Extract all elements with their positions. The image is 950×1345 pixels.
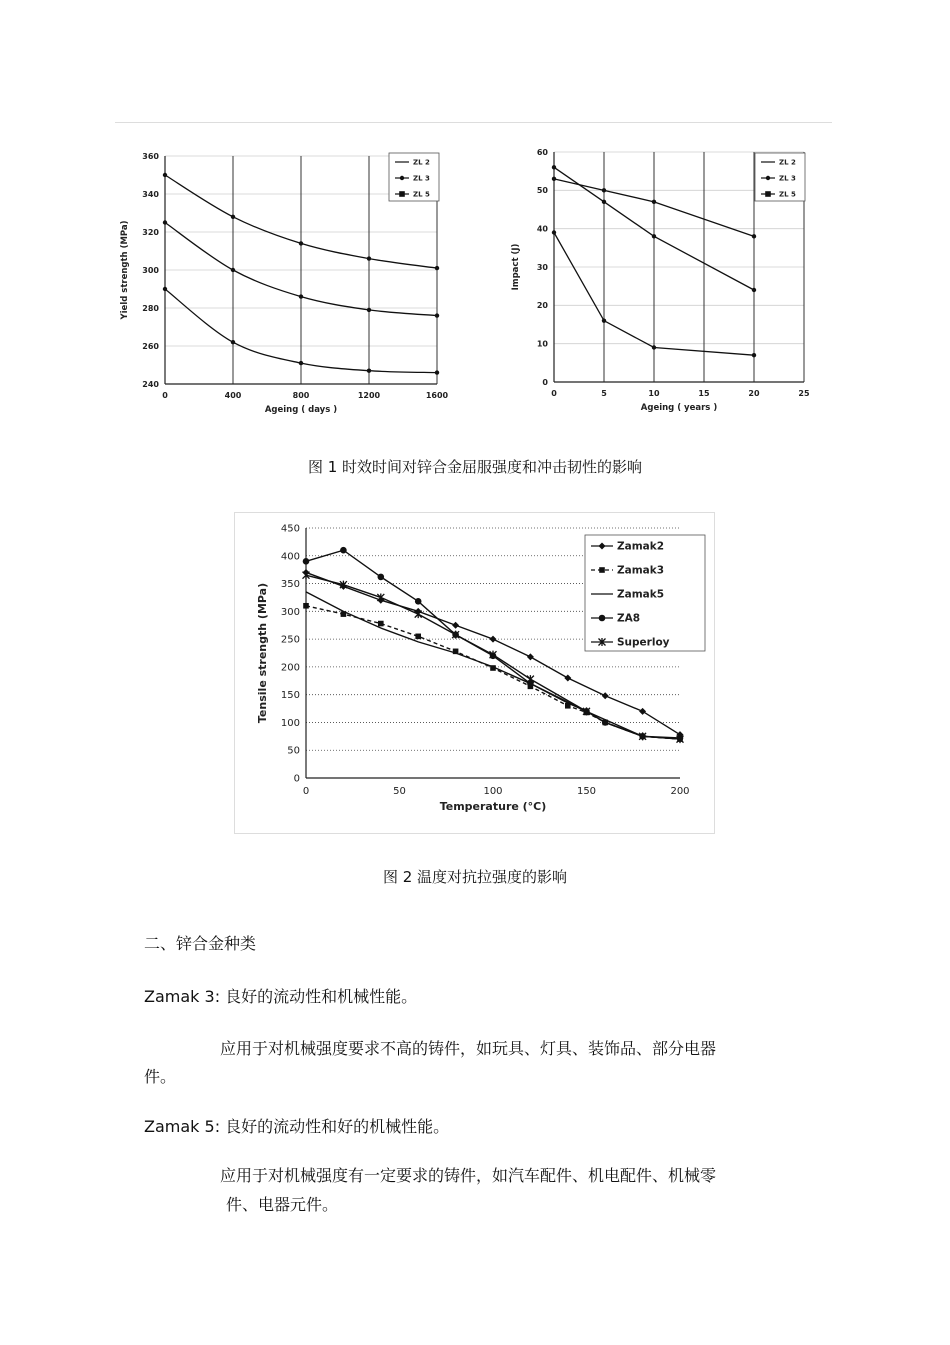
y-tick-label: 50	[287, 745, 300, 757]
data-point	[652, 345, 656, 349]
y-tick-label: 240	[142, 379, 159, 389]
data-point	[766, 176, 770, 180]
data-point	[299, 241, 303, 245]
data-point	[231, 268, 235, 272]
x-tick-label: 10	[648, 389, 660, 398]
x-tick-label: 100	[483, 786, 503, 797]
data-point	[752, 288, 756, 292]
data-point	[527, 675, 534, 683]
figure-1	[115, 122, 832, 436]
legend-label: ZA8	[617, 612, 641, 625]
data-point	[377, 593, 384, 601]
data-point	[752, 353, 756, 357]
y-tick-label: 320	[142, 227, 159, 237]
data-point	[303, 603, 309, 609]
tensile-strength-chart	[235, 513, 714, 833]
y-tick-label: 280	[142, 303, 159, 313]
y-axis-label: Impact (J)	[511, 243, 521, 291]
data-point	[299, 361, 303, 365]
x-tick-label: 15	[698, 389, 710, 398]
y-axis-label: Tensile strength (MPa)	[256, 582, 269, 724]
x-tick-label: 25	[798, 389, 810, 398]
y-tick-label: 0	[542, 377, 548, 387]
data-point	[552, 177, 556, 181]
data-point	[435, 313, 439, 317]
x-tick-label: 50	[393, 786, 406, 797]
legend-label: ZL 5	[413, 190, 430, 199]
data-point	[163, 173, 167, 177]
y-tick-label: 260	[142, 341, 159, 351]
data-point	[652, 200, 656, 204]
data-point	[752, 234, 756, 238]
data-point	[231, 340, 235, 344]
data-point	[552, 165, 556, 169]
y-tick-label: 400	[280, 551, 300, 563]
y-tick-label: 30	[536, 262, 548, 272]
data-point	[602, 318, 606, 322]
y-tick-label: 0	[293, 773, 300, 785]
y-tick-label: 60	[536, 147, 548, 157]
y-tick-label: 340	[142, 189, 159, 199]
data-point	[415, 634, 421, 640]
y-tick-label: 10	[536, 339, 548, 349]
data-point	[399, 191, 405, 197]
data-point	[602, 692, 609, 699]
figure-2-caption: 图 2 温度对抗拉强度的影响	[382, 868, 568, 886]
data-point	[415, 610, 422, 618]
data-point	[415, 598, 422, 605]
zamak5-desc-line1: 应用于对机械强度有一定要求的铸件，如汽车配件、机电配件、机械零	[220, 1166, 717, 1185]
y-tick-label: 200	[280, 662, 300, 674]
zamak3-desc-line1: 应用于对机械强度要求不高的铸件，如玩具、灯具、装饰品、部分电器	[220, 1039, 717, 1058]
yield-strength-chart	[120, 152, 449, 415]
zamak3-title: Zamak 3: 良好的流动性和机械性能。	[144, 987, 418, 1006]
legend-label: Zamak3	[617, 564, 665, 577]
zamak5-desc-line2: 件、电器元件。	[226, 1195, 339, 1214]
data-point	[378, 621, 384, 627]
y-tick-label: 250	[280, 634, 300, 646]
data-point	[564, 675, 571, 682]
data-point	[231, 215, 235, 219]
data-point	[452, 622, 459, 629]
x-tick-label: 0	[551, 389, 557, 398]
data-point	[435, 370, 439, 374]
y-tick-label: 50	[536, 186, 548, 196]
x-tick-label: 0	[162, 391, 168, 400]
data-point	[367, 308, 371, 312]
data-point	[527, 653, 534, 660]
impact-chart	[511, 148, 810, 413]
legend-label: Zamak5	[617, 588, 665, 601]
figure-1-charts	[115, 123, 832, 436]
x-tick-label: 150	[576, 786, 597, 797]
data-point	[599, 567, 605, 573]
x-tick-label: 1200	[357, 391, 381, 400]
data-point	[765, 191, 771, 197]
y-tick-label: 150	[280, 690, 300, 702]
y-tick-label: 360	[142, 151, 159, 161]
y-tick-label: 350	[280, 579, 300, 591]
zamak5-title: Zamak 5: 良好的流动性和好的机械性能。	[144, 1117, 450, 1136]
y-tick-label: 20	[536, 301, 548, 311]
legend-label: ZL 5	[779, 190, 796, 199]
data-point	[400, 176, 404, 180]
data-point	[599, 615, 606, 622]
y-tick-label: 300	[280, 606, 300, 618]
data-point	[303, 558, 310, 565]
x-axis-label: Ageing ( days )	[264, 405, 338, 415]
tensile-chart-group	[256, 524, 705, 814]
data-point	[367, 369, 371, 373]
figure-1-caption: 图 1 时效时间对锌合金屈服强度和冲击韧性的影响	[307, 458, 643, 476]
zamak3-desc-line2: 件。	[144, 1067, 177, 1086]
data-point	[378, 574, 385, 581]
data-point	[367, 256, 371, 260]
y-tick-label: 40	[536, 224, 548, 234]
x-tick-label: 0	[302, 786, 310, 797]
x-axis-label: Ageing ( years )	[640, 403, 718, 413]
data-point	[552, 230, 556, 234]
x-tick-label: 5	[601, 389, 607, 398]
x-axis-label: Temperature (°C)	[439, 800, 547, 813]
y-axis-label: Yield strength (MPa)	[120, 220, 130, 320]
y-tick-label: 300	[142, 265, 159, 275]
x-tick-label: 200	[670, 786, 690, 797]
legend-label: ZL 2	[779, 158, 796, 167]
legend-label: ZL 2	[413, 158, 430, 167]
x-tick-label: 20	[748, 389, 760, 398]
x-tick-label: 1600	[425, 391, 449, 400]
legend-label: ZL 3	[413, 174, 430, 183]
data-point	[490, 636, 497, 643]
y-tick-label: 100	[280, 717, 300, 729]
data-point	[602, 188, 606, 192]
section-heading: 二、锌合金种类	[144, 934, 257, 953]
data-point	[299, 294, 303, 298]
legend-label: ZL 3	[779, 174, 796, 183]
data-point	[639, 708, 646, 715]
x-tick-label: 400	[224, 391, 242, 400]
data-point	[163, 220, 167, 224]
data-point	[163, 287, 167, 291]
x-tick-label: 800	[292, 391, 310, 400]
data-point	[340, 547, 347, 554]
data-point	[602, 200, 606, 204]
y-tick-label: 450	[280, 523, 300, 535]
legend-label: Zamak2	[617, 540, 665, 553]
data-point	[435, 266, 439, 270]
figure-2	[234, 512, 715, 834]
data-point	[652, 234, 656, 238]
legend-label: Superloy	[617, 636, 670, 649]
